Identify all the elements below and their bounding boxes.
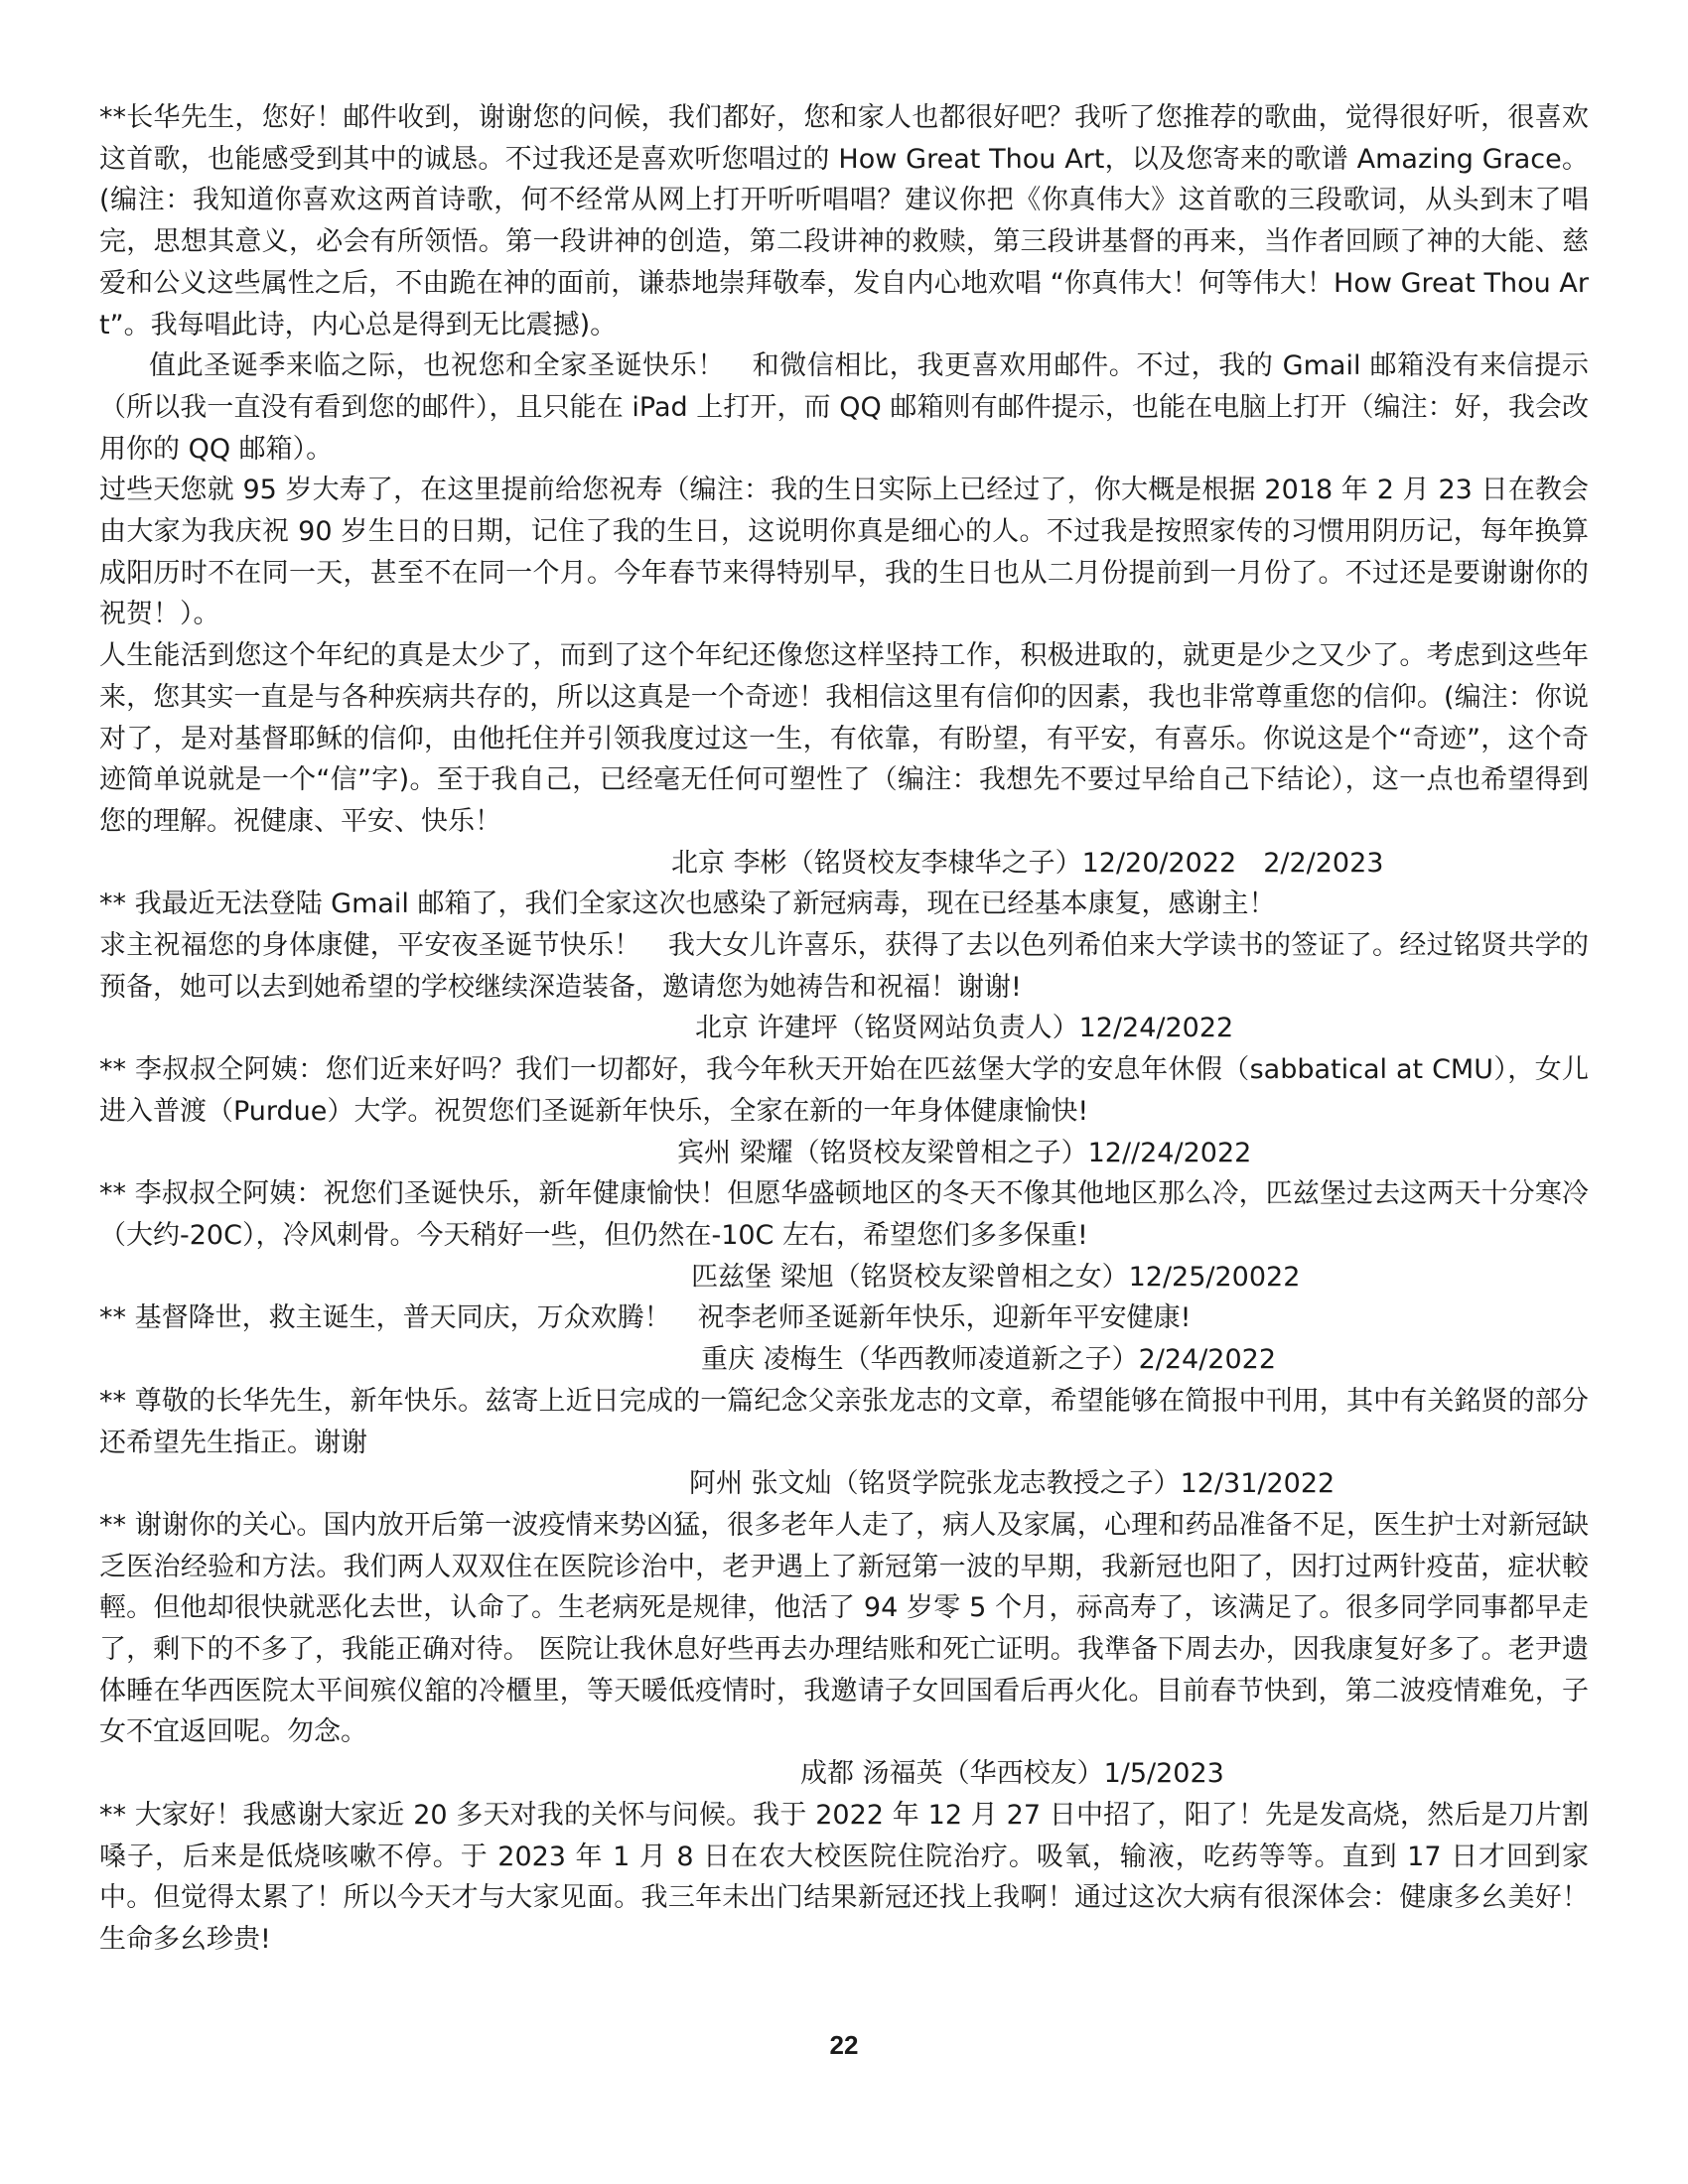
letter-block — [99, 1297, 1589, 1380]
letter-paragraph: ** 谢谢你的关心。国内放开后第一波疫情来势凶猛，很多老年人走了，病人及家属，心理和药品准备不足，医生护士对新冠缺乏医治经验和方法。我们两人双双住在医院诊治中，老尹遇上了新冠第一波的早期，我新冠也阳了，因打过两针疫苗，症状較輕。但他却很快就恶化去世，认命了。生老病死是规律，他活了 94 岁零 5 个月，祘高寿了，该满足了。很多同学同事都早走了，剩下的不多了，我能正确对待。 医院让我休息好些再去办理结账和死亡证明。我準备下周去办，因我康复好多了。老尹遗体睡在华西医院太平间殡仪舘的冷櫃里，等天暖低疫情时，我邀请子女回国看后再火化。目前春节快到，第二波疫情难免，子女不宜返回呢。勿念。 — [99, 1509, 1589, 1748]
letter-block — [99, 1049, 1589, 1173]
letter-paragraph: ** 尊敬的长华先生，新年快乐。兹寄上近日完成的一篇纪念父亲张龙志的文章，希望能够在简报中刊用，其中有关銘贤的部分还希望先生指正。谢谢 — [99, 1385, 1589, 1458]
letter-block — [99, 884, 1589, 1049]
letter-paragraph: ** 李叔叔仝阿姨：您们近来好吗？我们一切都好，我今年秋天开始在匹兹堡大学的安息年休假（sabbatical at CMU），女儿进入普渡（Purdue）大学。祝贺您们圣诞新年快乐，全家在新的一年身体健康愉快! — [99, 1054, 1589, 1127]
letter-paragraph: ** 我最近无法登陆 Gmail 邮箱了，我们全家这次也感染了新冠病毒，现在已经基本康复，感谢主！ — [99, 888, 1276, 920]
letter-signature: 匹兹堡 梁旭（铭贤校友梁曾相之女）12/25/20022 — [691, 1261, 1301, 1293]
letter-paragraph: 过些天您就 95 岁大寿了，在这里提前给您祝寿（编注：我的生日实际上已经过了，你大概是根据 2018 年 2 月 23 日在教会由大家为我庆祝 90 岁生日的日期，记住了我的生日，这说明你真是细心的人。不过我是按照家传的习惯用阴历记，每年换算成阳历时不在同一天，甚至不在同一个月。今年春节来得特别早，我的生日也从二月份提前到一月份了。不过还是要谢谢你的祝贺！）。 — [99, 475, 1589, 630]
letter-paragraph: ** 李叔叔仝阿姨：祝您们圣诞快乐，新年健康愉快！但愿华盛顿地区的冬天不像其他地区那么冷，匹兹堡过去这两天十分寒冷（大约-20C），冷风刺骨。今天稍好一些，但仍然在-10C 左右，希望您们多多保重! — [99, 1178, 1589, 1251]
letter-signature: 北京 李彬（铭贤校友李棣华之子）12/20/2022 2/2/2023 — [671, 847, 1384, 879]
letter-block — [99, 1173, 1589, 1297]
letter-signature: 成都 汤福英（华西校友）1/5/2023 — [800, 1758, 1224, 1790]
letter-paragraph: 求主祝福您的身体康健，平安夜圣诞节快乐！ 我大女儿许喜乐，获得了去以色列希伯来大学读书的签证了。经过铭贤共学的预备，她可以去到她希望的学校继续深造装备，邀请您为她祷告和祝福！谢谢! — [99, 930, 1589, 1003]
letter-signature: 阿州 张文灿（铭贤学院张龙志教授之子）12/31/2022 — [689, 1468, 1336, 1500]
letter-paragraph: 值此圣诞季来临之际，也祝您和全家圣诞快乐！ 和微信相比，我更喜欢用邮件。不过，我的 Gmail 邮箱没有来信提示（所以我一直没有看到您的邮件），且只能在 iPad 上打开，而 QQ 邮箱则有邮件提示，也能在电脑上打开（编注：好，我会改用你的 QQ 邮箱）。 — [99, 350, 1589, 465]
letter-paragraph: ** 大家好！我感谢大家近 20 多天对我的关怀与问候。我于 2022 年 12 月 27 日中招了，阳了！先是发高烧，然后是刀片割嗓子，后来是低烧咳嗽不停。于 2023 年 1 月 8 日在农大校医院住院治疗。吸氧，输液，吃药等等。直到 17 日才回到家中。但觉得太累了！所以今天才与大家见面。我三年未出门结果新冠还找上我啊！通过这次大病有很深体会：健康多幺美好！生命多幺珍贵! — [99, 1799, 1589, 1955]
letters-list — [99, 97, 1589, 1961]
letter-block — [99, 1505, 1589, 1795]
letter-block — [99, 97, 1589, 884]
letter-block — [99, 1381, 1589, 1505]
letter-paragraph: 人生能活到您这个年纪的真是太少了，而到了这个年纪还像您这样坚持工作，积极进取的，就更是少之又少了。考虑到这些年来，您其实一直是与各种疾病共存的，所以这真是一个奇迹！我相信这里有信仰的因素，我也非常尊重您的信仰。(编注：你说对了，是对基督耶稣的信仰，由他托住并引领我度过这一生，有依靠，有盼望，有平安，有喜乐。你说这是个“奇迹”，这个奇迹简单说就是一个“信”字)。至于我自己，已经毫无任何可塑性了（编注：我想先不要过早给自己下结论），这一点也希望得到您的理解。祝健康、平安、快乐！ — [99, 640, 1589, 837]
letter-signature: 北京 许建坪（铭贤网站负责人）12/24/2022 — [695, 1013, 1234, 1044]
letter-signature: 宾州 梁耀（铭贤校友梁曾相之子）12//24/2022 — [677, 1137, 1252, 1168]
letter-paragraph: **长华先生，您好！邮件收到，谢谢您的问候，我们都好，您和家人也都很好吧？我听了您推荐的歌曲，觉得很好听，很喜欢这首歌，也能感受到其中的诚恳。不过我还是喜欢听您唱过的 How Great Thou Art，以及您寄来的歌谱 Amazing Grace。(编注：我知道你喜欢这两首诗歌，何不经常从网上打开听听唱唱？建议你把《你真伟大》这首歌的三段歌词，从头到末了唱完，思想其意义，必会有所领悟。第一段讲神的创造，第二段讲神的救赎，第三段讲基督的再来，当作者回顾了神的大能、慈爱和公义这些属性之后，不由跪在神的面前，谦恭地崇拜敬奉，发自内心地欢唱 “你真伟大！何等伟大！How Great Thou Art”。我每唱此诗，内心总是得到无比震撼)。 — [99, 102, 1589, 341]
letter-paragraph: ** 基督降世，救主诞生，普天同庆，万众欢腾！ 祝李老师圣诞新年快乐，迎新年平安健康! — [99, 1302, 1192, 1334]
page-number: 22 — [829, 2030, 859, 2060]
letter-block — [99, 1795, 1589, 1961]
letter-signature: 重庆 凌梅生（华西教师凌道新之子）2/24/2022 — [701, 1344, 1277, 1376]
